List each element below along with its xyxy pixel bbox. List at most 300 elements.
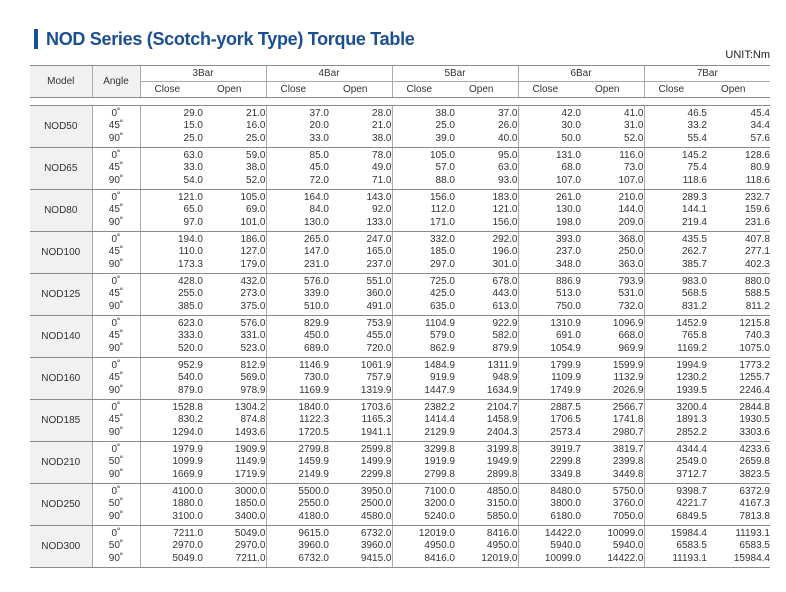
torque-value: 265.0: [303, 233, 329, 245]
torque-value: 2299.8: [360, 468, 392, 480]
close-torque-cell: [266, 484, 329, 526]
close-torque-cell: [392, 148, 455, 190]
torque-value: 6583.5: [739, 540, 770, 552]
torque-value: 52.0: [246, 174, 266, 186]
open-torque-cell: [581, 232, 644, 274]
torque-value: 6180.0: [550, 510, 581, 522]
torque-value: 69.0: [246, 204, 266, 216]
torque-value: 1311.9: [487, 359, 518, 371]
torque-value: 435.5: [681, 233, 707, 245]
torque-value: 45.4: [750, 107, 770, 119]
torque-value: 969.9: [618, 342, 644, 354]
model-header: Model: [30, 66, 92, 98]
torque-value: 455.0: [366, 330, 392, 342]
close-torque-cell: [644, 400, 707, 442]
torque-value: 3200.4: [676, 401, 707, 413]
pressure-header: 7Bar: [644, 66, 770, 82]
torque-value: 9415.0: [360, 552, 392, 564]
torque-value: 1703.6: [360, 401, 392, 413]
model-cell: NOD125: [30, 274, 92, 316]
torque-value: 1061.9: [360, 359, 392, 371]
close-torque-cell: [266, 442, 329, 484]
torque-value: 4167.3: [739, 498, 770, 510]
close-torque-cell: [140, 232, 203, 274]
angle-cell: [92, 316, 140, 358]
torque-value: 118.6: [745, 174, 770, 186]
torque-value: 983.0: [681, 275, 707, 287]
close-torque-cell: [140, 274, 203, 316]
close-torque-cell: [140, 442, 203, 484]
torque-value: 186.0: [240, 233, 266, 245]
torque-value: 1720.5: [298, 426, 329, 438]
angle-value: 90˚: [108, 174, 124, 186]
torque-value: 25.0: [183, 132, 203, 144]
torque-value: 31.0: [624, 120, 644, 132]
torque-value: 765.8: [681, 330, 707, 342]
open-torque-cell: [203, 484, 266, 526]
close-header: Close: [644, 82, 707, 98]
torque-value: 1255.7: [739, 372, 770, 384]
page-title: NOD Series (Scotch-york Type) Torque Table: [46, 28, 415, 49]
torque-value: 143.0: [366, 191, 392, 203]
torque-value: 2246.4: [739, 384, 770, 396]
torque-value: 237.0: [555, 246, 581, 258]
torque-value: 3150.0: [486, 498, 518, 510]
angle-value: 45˚: [108, 162, 124, 174]
close-torque-cell: [644, 358, 707, 400]
torque-value: 107.0: [618, 174, 644, 186]
torque-value: 613.0: [492, 300, 518, 312]
close-torque-cell: [266, 232, 329, 274]
torque-value: 510.0: [303, 300, 329, 312]
torque-value: 879.0: [177, 384, 203, 396]
torque-value: 3303.6: [739, 426, 770, 438]
torque-value: 3299.8: [424, 443, 455, 455]
torque-value: 30.0: [561, 120, 581, 132]
torque-value: 42.0: [561, 107, 581, 119]
open-torque-cell: [329, 232, 392, 274]
open-torque-cell: [455, 106, 518, 148]
torque-value: 339.0: [303, 288, 329, 300]
open-torque-cell: [203, 148, 266, 190]
torque-value: 579.0: [429, 330, 455, 342]
open-torque-cell: [707, 400, 770, 442]
pressure-header: 3Bar: [140, 66, 266, 82]
model-cell: NOD160: [30, 358, 92, 400]
angle-cell: [92, 400, 140, 442]
torque-value: 156.0: [429, 191, 455, 203]
model-row-group: [30, 232, 770, 274]
torque-value: 1909.9: [234, 443, 266, 455]
close-torque-cell: [644, 442, 707, 484]
torque-value: 3712.7: [676, 468, 707, 480]
torque-value: 1075.0: [739, 342, 770, 354]
close-torque-cell: [392, 316, 455, 358]
torque-value: 273.0: [240, 288, 266, 300]
torque-value: 46.5: [687, 107, 707, 119]
close-torque-cell: [392, 400, 455, 442]
torque-value: 428.0: [177, 275, 203, 287]
torque-value: 3400.0: [234, 510, 266, 522]
torque-value: 198.0: [555, 216, 581, 228]
close-torque-cell: [266, 316, 329, 358]
torque-value: 1054.9: [550, 342, 581, 354]
torque-value: 80.9: [750, 162, 770, 174]
torque-value: 121.0: [177, 191, 203, 203]
torque-value: 38.0: [435, 107, 455, 119]
torque-value: 331.0: [240, 330, 266, 342]
close-torque-cell: [518, 148, 581, 190]
torque-value: 112.0: [430, 204, 455, 216]
pressure-header: 5Bar: [392, 66, 518, 82]
torque-value: 194.0: [177, 233, 203, 245]
torque-value: 92.0: [372, 204, 392, 216]
open-torque-cell: [203, 274, 266, 316]
torque-value: 730.0: [303, 372, 329, 384]
torque-value: 2573.4: [550, 426, 581, 438]
angle-value: 90˚: [108, 132, 124, 144]
torque-value: 12019.0: [418, 527, 455, 539]
torque-value: 292.0: [492, 233, 518, 245]
torque-value: 2500.0: [360, 498, 392, 510]
torque-value: 1749.9: [550, 384, 581, 396]
torque-value: 1799.9: [550, 359, 581, 371]
torque-value: 385.7: [681, 258, 707, 270]
torque-value: 14422.0: [544, 527, 581, 539]
close-torque-cell: [266, 274, 329, 316]
torque-value: 101.0: [240, 216, 266, 228]
torque-value: 2382.2: [424, 401, 455, 413]
torque-value: 333.0: [177, 330, 203, 342]
torque-value: 21.0: [372, 120, 392, 132]
model-cell: NOD65: [30, 148, 92, 190]
torque-value: 1499.9: [360, 456, 392, 468]
open-torque-cell: [455, 232, 518, 274]
torque-value: 922.9: [492, 317, 518, 329]
torque-value: 375.0: [240, 300, 266, 312]
torque-value: 4100.0: [172, 485, 203, 497]
torque-value: 2659.8: [739, 456, 770, 468]
torque-value: 393.0: [555, 233, 581, 245]
torque-value: 107.0: [555, 174, 581, 186]
torque-value: 368.0: [618, 233, 644, 245]
torque-value: 1304.2: [234, 401, 266, 413]
torque-value: 68.0: [561, 162, 581, 174]
torque-value: 753.9: [366, 317, 392, 329]
angle-value: 0˚: [111, 275, 121, 287]
torque-value: 1484.9: [424, 359, 455, 371]
open-torque-cell: [707, 106, 770, 148]
torque-value: 385.0: [177, 300, 203, 312]
torque-value: 2844.8: [739, 401, 770, 413]
model-cell: NOD185: [30, 400, 92, 442]
torque-value: 2887.5: [550, 401, 581, 413]
close-torque-cell: [518, 190, 581, 232]
torque-value: 232.7: [744, 191, 770, 203]
table-row: [30, 232, 770, 274]
angle-cell: [92, 106, 140, 148]
torque-value: 5850.0: [486, 510, 518, 522]
open-torque-cell: [581, 274, 644, 316]
close-torque-cell: [518, 274, 581, 316]
model-row-group: [30, 316, 770, 358]
torque-value: 7050.0: [612, 510, 644, 522]
close-torque-cell: [140, 190, 203, 232]
angle-value: 0˚: [111, 443, 121, 455]
torque-value: 130.0: [555, 204, 581, 216]
torque-value: 1850.0: [234, 498, 266, 510]
torque-value: 247.0: [366, 233, 392, 245]
torque-value: 65.0: [183, 204, 203, 216]
angle-cell: [92, 148, 140, 190]
torque-value: 26.0: [498, 120, 518, 132]
open-torque-cell: [707, 316, 770, 358]
angle-value: 45˚: [108, 204, 124, 216]
torque-value: 10099.0: [544, 552, 581, 564]
close-torque-cell: [266, 400, 329, 442]
torque-value: 14422.0: [607, 552, 644, 564]
torque-value: 255.0: [177, 288, 203, 300]
torque-value: 978.9: [240, 384, 266, 396]
open-torque-cell: [707, 190, 770, 232]
open-torque-cell: [203, 442, 266, 484]
torque-value: 1452.9: [676, 317, 707, 329]
angle-cell: [92, 358, 140, 400]
torque-value: 831.2: [681, 300, 707, 312]
torque-value: 2970.0: [172, 540, 203, 552]
torque-value: 7813.8: [739, 510, 770, 522]
torque-value: 1891.3: [676, 414, 707, 426]
torque-value: 879.9: [492, 342, 518, 354]
table-row: [30, 400, 770, 442]
torque-value: 576.0: [240, 317, 266, 329]
torque-value: 793.9: [618, 275, 644, 287]
torque-value: 3960.0: [360, 540, 392, 552]
torque-value: 185.0: [429, 246, 455, 258]
open-torque-cell: [203, 232, 266, 274]
torque-value: 179.0: [240, 258, 266, 270]
torque-value: 689.0: [303, 342, 329, 354]
torque-value: 2566.7: [612, 401, 644, 413]
torque-value: 16.0: [246, 120, 266, 132]
torque-value: 919.9: [429, 372, 455, 384]
torque-value: 1169.9: [299, 384, 329, 396]
torque-value: 15984.4: [733, 552, 770, 564]
torque-value: 33.2: [687, 120, 707, 132]
torque-value: 1599.9: [612, 359, 644, 371]
torque-value: 3199.8: [486, 443, 518, 455]
close-torque-cell: [266, 148, 329, 190]
torque-value: 12019.0: [481, 552, 518, 564]
open-torque-cell: [329, 274, 392, 316]
torque-value: 1104.9: [425, 317, 455, 329]
open-torque-cell: [581, 442, 644, 484]
torque-value: 952.9: [177, 359, 203, 371]
torque-value: 128.6: [744, 149, 770, 161]
torque-value: 1773.2: [739, 359, 770, 371]
torque-value: 750.0: [555, 300, 581, 312]
torque-value: 450.0: [303, 330, 329, 342]
torque-value: 3819.7: [612, 443, 644, 455]
close-torque-cell: [518, 400, 581, 442]
table-row: [30, 148, 770, 190]
torque-value: 425.0: [429, 288, 455, 300]
close-torque-cell: [518, 358, 581, 400]
angle-value: 0˚: [111, 149, 121, 161]
close-header: Close: [518, 82, 581, 98]
close-torque-cell: [266, 190, 329, 232]
open-header: Open: [329, 82, 392, 98]
torque-value: 2549.0: [676, 456, 707, 468]
torque-value: 121.0: [492, 204, 518, 216]
model-row-group: [30, 400, 770, 442]
open-torque-cell: [455, 526, 518, 568]
torque-value: 85.0: [309, 149, 329, 161]
torque-value: 4221.7: [676, 498, 707, 510]
torque-value: 1994.9: [676, 359, 707, 371]
torque-value: 2980.7: [612, 426, 644, 438]
torque-value: 2104.7: [486, 401, 518, 413]
torque-value: 209.0: [618, 216, 644, 228]
torque-value: 1122.3: [299, 414, 329, 426]
torque-value: 874.8: [240, 414, 266, 426]
torque-value: 732.0: [618, 300, 644, 312]
torque-value: 1880.0: [172, 498, 203, 510]
torque-value: 576.0: [303, 275, 329, 287]
torque-table: [30, 65, 770, 568]
torque-value: 880.0: [744, 275, 770, 287]
torque-value: 1493.6: [234, 426, 266, 438]
model-row-group: [30, 526, 770, 568]
torque-value: 97.0: [183, 216, 203, 228]
torque-value: 1634.9: [486, 384, 518, 396]
torque-value: 5750.0: [612, 485, 644, 497]
torque-value: 237.0: [366, 258, 392, 270]
model-row-group: [30, 484, 770, 526]
open-header: Open: [707, 82, 770, 98]
torque-value: 3100.0: [172, 510, 203, 522]
open-torque-cell: [581, 148, 644, 190]
torque-value: 105.0: [240, 191, 266, 203]
torque-value: 6583.5: [676, 540, 707, 552]
torque-value: 144.1: [681, 204, 707, 216]
torque-value: 2799.8: [298, 443, 329, 455]
torque-value: 830.2: [177, 414, 203, 426]
angle-value: 45˚: [108, 288, 124, 300]
torque-value: 582.0: [492, 330, 518, 342]
torque-value: 757.9: [366, 372, 392, 384]
torque-value: 1310.9: [550, 317, 581, 329]
torque-value: 4233.6: [739, 443, 770, 455]
torque-value: 231.0: [303, 258, 329, 270]
angle-value: 0˚: [111, 233, 121, 245]
open-torque-cell: [203, 190, 266, 232]
angle-value: 0˚: [111, 317, 121, 329]
title-block: [34, 28, 414, 50]
torque-value: 588.5: [744, 288, 770, 300]
torque-value: 829.9: [303, 317, 329, 329]
angle-value: 90˚: [108, 342, 124, 354]
torque-value: 1719.9: [234, 468, 266, 480]
torque-value: 52.0: [624, 132, 644, 144]
torque-value: 3800.0: [550, 498, 581, 510]
angle-value: 50˚: [108, 498, 124, 510]
torque-value: 75.4: [687, 162, 707, 174]
torque-value: 8416.0: [424, 552, 455, 564]
torque-value: 691.0: [555, 330, 581, 342]
close-torque-cell: [644, 190, 707, 232]
open-torque-cell: [203, 106, 266, 148]
torque-value: 1149.9: [235, 456, 266, 468]
open-header: Open: [581, 82, 644, 98]
angle-cell: [92, 190, 140, 232]
torque-value: 15.0: [183, 120, 203, 132]
torque-value: 45.0: [309, 162, 329, 174]
close-torque-cell: [266, 526, 329, 568]
open-torque-cell: [329, 148, 392, 190]
close-torque-cell: [140, 148, 203, 190]
close-torque-cell: [392, 274, 455, 316]
torque-value: 231.6: [744, 216, 770, 228]
torque-value: 2970.0: [234, 540, 266, 552]
torque-value: 110.0: [178, 246, 203, 258]
torque-value: 1109.9: [551, 372, 581, 384]
close-torque-cell: [392, 106, 455, 148]
pressure-header: 6Bar: [518, 66, 644, 82]
torque-value: 4850.0: [486, 485, 518, 497]
close-torque-cell: [518, 232, 581, 274]
open-torque-cell: [203, 358, 266, 400]
open-header: Open: [203, 82, 266, 98]
torque-value: 131.0: [555, 149, 581, 161]
angle-value: 45˚: [108, 246, 124, 258]
model-row-group: [30, 106, 770, 148]
table-row: [30, 190, 770, 232]
torque-value: 57.0: [435, 162, 455, 174]
close-torque-cell: [644, 274, 707, 316]
angle-value: 0˚: [111, 359, 121, 371]
close-torque-cell: [140, 484, 203, 526]
close-torque-cell: [644, 148, 707, 190]
close-torque-cell: [392, 442, 455, 484]
torque-value: 88.0: [435, 174, 455, 186]
torque-value: 2899.8: [486, 468, 518, 480]
torque-value: 2599.8: [360, 443, 392, 455]
open-torque-cell: [455, 274, 518, 316]
torque-value: 297.0: [429, 258, 455, 270]
torque-value: 1215.8: [739, 317, 770, 329]
torque-value: 1319.9: [360, 384, 392, 396]
torque-value: 569.0: [240, 372, 266, 384]
torque-value: 668.0: [618, 330, 644, 342]
torque-value: 1230.2: [676, 372, 707, 384]
torque-value: 1528.8: [172, 401, 203, 413]
close-torque-cell: [518, 484, 581, 526]
open-torque-cell: [329, 358, 392, 400]
open-torque-cell: [455, 190, 518, 232]
angle-value: 90˚: [108, 510, 124, 522]
torque-value: 432.0: [240, 275, 266, 287]
torque-value: 105.0: [429, 149, 455, 161]
close-torque-cell: [518, 106, 581, 148]
torque-value: 811.2: [745, 300, 770, 312]
torque-value: 1294.0: [172, 426, 203, 438]
torque-value: 3200.0: [424, 498, 455, 510]
angle-value: 90˚: [108, 552, 124, 564]
torque-value: 4950.0: [424, 540, 455, 552]
angle-value: 50˚: [108, 540, 124, 552]
open-torque-cell: [329, 484, 392, 526]
